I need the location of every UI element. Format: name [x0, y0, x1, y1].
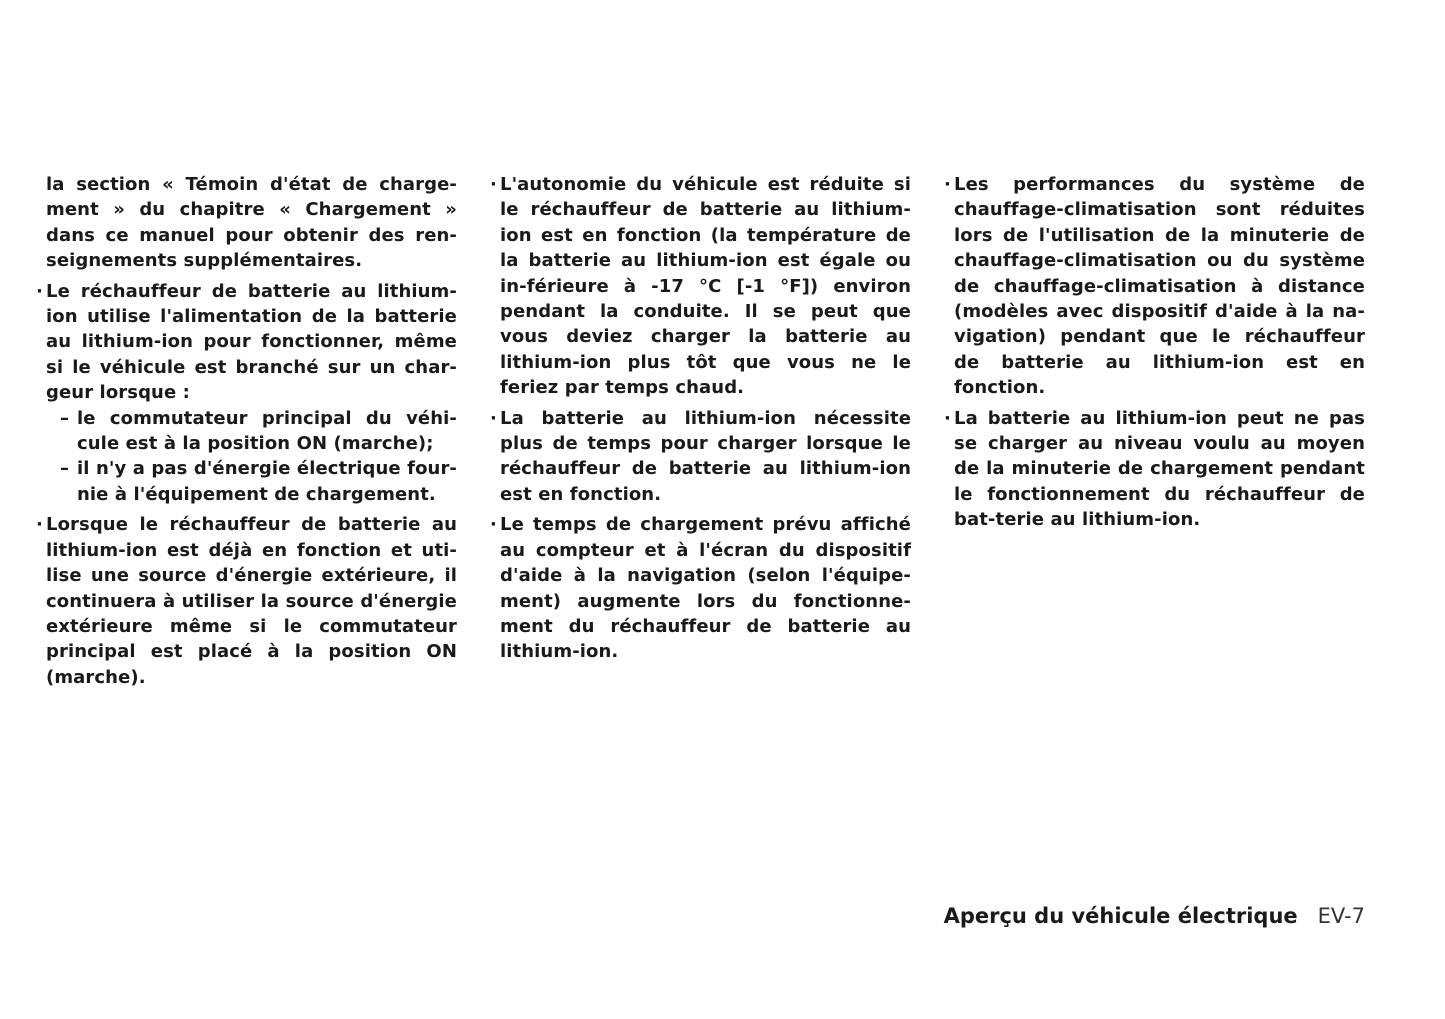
- bullet-item: · La batterie au lithium-ion peut ne pas se charger au niveau voulu au moyen de la minuterie de chargement pendant le fonctionnement du réchauffeur de bat-terie au lithium-ion.: [954, 406, 1365, 533]
- column-right: [954, 172, 1365, 533]
- bullet-item: · Le réchauffeur de batterie au lithium-ion utilise l'alimentation de la batterie au lithium-ion pour fonctionner, même si le véhicule est branché sur un char-geur lorsque :: [46, 279, 457, 406]
- dash-item: – il n'y a pas d'énergie électrique four-nie à l'équipement de chargement.: [77, 456, 457, 507]
- column-middle: [500, 172, 911, 665]
- column-left: [46, 172, 457, 690]
- bullet-item: · La batterie au lithium-ion nécessite plus de temps pour charger lorsque le réchauffeur de batterie au lithium-ion est en fonction.: [500, 406, 911, 508]
- section-title: Aperçu du véhicule électrique: [943, 904, 1298, 928]
- page-number: EV-7: [1317, 904, 1365, 928]
- bullet-item: · Lorsque le réchauffeur de batterie au lithium-ion est déjà en fonction et uti-lise une source d'énergie extérieure, il continuera à utiliser la source d'énergie extérieure même si le commutateur principal est placé à la position ON (marche).: [46, 512, 457, 690]
- bullet-item: · L'autonomie du véhicule est réduite si le réchauffeur de batterie au lithium-ion est en fonction (la température de la batterie au lithium-ion est égale ou in-férieure à -17 °C [-1 °F]) environ pendant la conduite. Il se peut que vous deviez charger la batterie au lithium-ion plus tôt que vous ne le feriez par temps chaud.: [500, 172, 911, 401]
- page-footer: [944, 904, 1365, 928]
- dash-item: – le commutateur principal du véhi-cule est à la position ON (marche);: [77, 406, 457, 457]
- bullet-item: · Le temps de chargement prévu affiché au compteur et à l'écran du dispositif d'aide à la navigation (selon l'équipe-ment) augmente lors du fonctionne-ment du réchauffeur de batterie au lithium-ion.: [500, 512, 911, 664]
- intro-paragraph: la section « Témoin d'état de charge-ment » du chapitre « Chargement » dans ce manuel pour obtenir des ren-seignements supplémentaires.: [46, 174, 457, 272]
- bullet-item: · Les performances du système de chauffage-climatisation sont réduites lors de l'utilisation de la minuterie de chauffage-climatisation ou du système de chauffage-climatisation à distance (modèles avec dispositif d'aide à la na-vigation) pendant que le réchauffeur de batterie au lithium-ion est en fonction.: [954, 172, 1365, 401]
